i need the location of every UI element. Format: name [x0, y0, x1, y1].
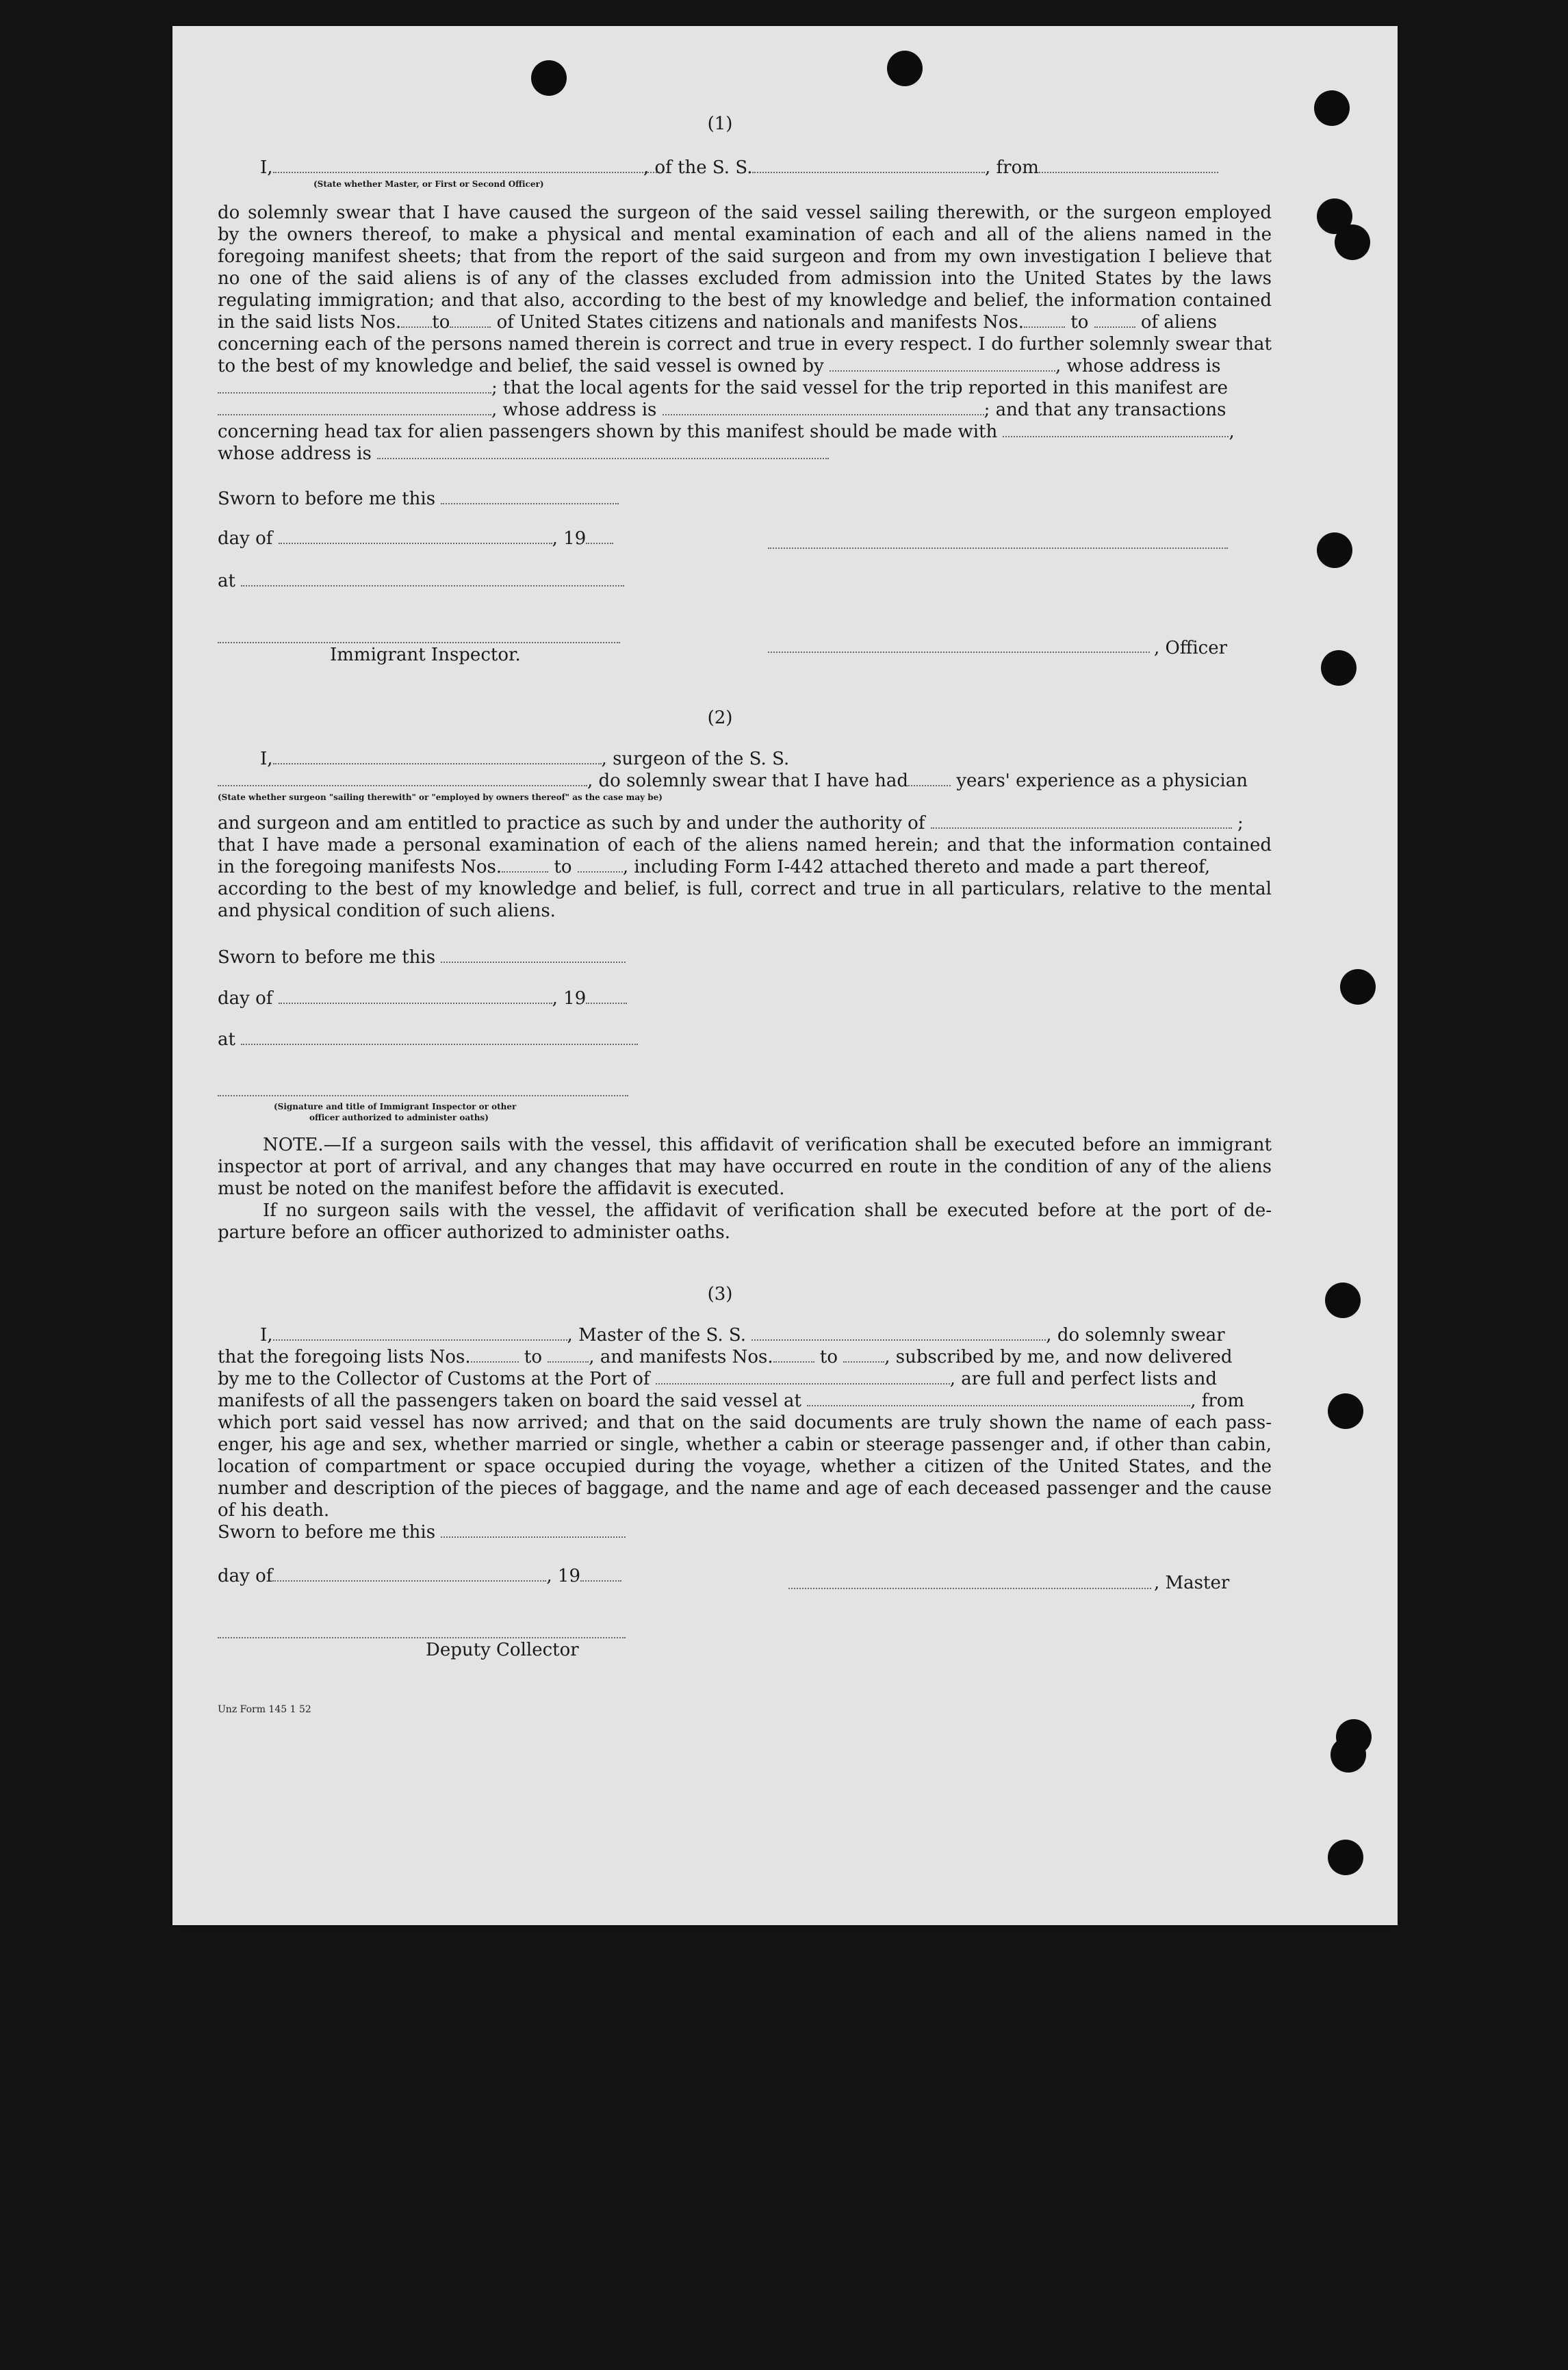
s3-sworn: Sworn to before me this [218, 1522, 626, 1543]
s2-sig-note: (Signature and title of Immigrant Inspector or other [274, 1102, 517, 1111]
punch-hole [1328, 1840, 1363, 1875]
s1-line: concerning each of the persons named therein is correct and true in every respect. I do further solemnly swear that [218, 334, 1272, 355]
s3-master: , Master [1154, 1573, 1230, 1593]
punch-hole [1325, 1283, 1361, 1318]
form-sheet [172, 26, 1398, 1925]
s3-master-line [788, 1588, 1151, 1589]
punch-hole [531, 60, 567, 96]
punch-hole [1321, 650, 1357, 686]
s3-deputy: Deputy Collector [426, 1640, 579, 1660]
s3-day-of: day of , 19 [218, 1566, 621, 1586]
s1-at: at [218, 571, 624, 591]
s3-i-line: I, , Master of the S. S. , do solemnly swear [260, 1325, 1225, 1345]
s3-line: of his death. [218, 1500, 330, 1521]
s1-owned-line: to the best of my knowledge and belief, the said vessel is owned by , whose address is [218, 356, 1221, 376]
punch-hole [1335, 224, 1370, 260]
note-line: NOTE.—If a surgeon sails with the vessel, this affidavit of verification shall be executed before an immigrant [263, 1135, 1272, 1155]
s1-line: regulating immigration; and that also, according to the best of my knowledge and belief, the information contained [218, 290, 1272, 311]
s2-at: at [218, 1029, 638, 1050]
s1-line: no one of the said aliens is of any of the classes excluded from admission into the United States by the laws [218, 268, 1272, 289]
note-line: If no surgeon sails with the vessel, the affidavit of verification shall be executed before at the port of de- [263, 1200, 1272, 1221]
s2-i: I, , surgeon of the S. S. [260, 749, 790, 769]
s1-line: by the owners thereof, to make a physical and mental examination of each and all of the aliens named in the [218, 224, 1272, 245]
s1-sworn: Sworn to before me this [218, 489, 619, 509]
note-line: must be noted on the manifest before the affidavit is executed. [218, 1178, 785, 1199]
punch-hole [1331, 1737, 1366, 1773]
s3-port-line: by me to the Collector of Customs at the Port of , are full and perfect lists and [218, 1369, 1217, 1389]
punch-hole [887, 51, 923, 86]
s2-authority-line: and surgeon and am entitled to practice as such by and under the authority of ; [218, 813, 1244, 834]
s2-line: that I have made a personal examination of each of the aliens named herein; and that the information contained [218, 835, 1272, 855]
s2-state-note: (State whether surgeon "sailing therewith" or "employed by owners thereof" as the case may be) [218, 793, 663, 802]
s1-from: , from [985, 157, 1218, 178]
s1-agents-line: ; that the local agents for the said vessel for the trip reported in this manifest are [218, 378, 1228, 398]
s1-officer: , Officer [1154, 638, 1228, 658]
s3-line: which port said vessel has now arrived; and that on the said documents are truly shown the name of each pass- [218, 1413, 1272, 1433]
s2-day-of: day of , 19 [218, 988, 627, 1009]
s2-line: according to the best of my knowledge and belief, is full, correct and true in all particulars, relative to the mental [218, 879, 1272, 899]
form-number: Unz Form 145 1 52 [218, 1704, 311, 1715]
s2-manifests-line: in the foregoing manifests Nos. to , including Form I-442 attached thereto and made a part thereof, [218, 857, 1211, 877]
punch-hole [1317, 532, 1352, 568]
s3-lists-line: that the foregoing lists Nos. to , and manifests Nos. to , subscribed by me, and now delivered [218, 1347, 1233, 1367]
s1-headtax-line: concerning head tax for alien passengers shown by this manifest should be made with , [218, 422, 1235, 442]
s1-officer-line [768, 652, 1150, 653]
s1-lists-line: in the said lists Nos. to of United States citizens and nationals and manifests Nos. to of aliens [218, 312, 1218, 333]
section-2-heading: (2) [707, 708, 733, 728]
s3-line: location of compartment or space occupied during the voyage, whether a citizen of the United States, and the [218, 1456, 1272, 1477]
s2-swear-line: , do solemnly swear that I have had years' experience as a physician [218, 771, 1248, 791]
punch-hole [1340, 969, 1376, 1005]
s1-inspector: Immigrant Inspector. [330, 645, 521, 665]
punch-hole [1314, 90, 1350, 126]
section-1-heading: (1) [707, 114, 733, 134]
s1-day-of: day of , 19 [218, 528, 613, 549]
s1-of-ss: , of the S. S. [643, 157, 985, 178]
s2-line: and physical condition of such aliens. [218, 901, 556, 921]
s2-sig-note: officer authorized to administer oaths) [309, 1113, 489, 1122]
s3-vessel-line: manifests of all the passengers taken on board the said vessel at , from [218, 1391, 1245, 1411]
s2-sworn: Sworn to before me this [218, 947, 626, 968]
s1-state-note: (State whether Master, or First or Second Officer) [313, 179, 544, 189]
s1-inspector-line [218, 642, 620, 643]
s1-i: I, [260, 157, 660, 178]
note-line: inspector at port of arrival, and any changes that may have occurred en route in the condition of any of the aliens [218, 1157, 1272, 1177]
s1-line: foregoing manifest sheets; that from the report of the said surgeon and from my own investigation I believe that [218, 246, 1272, 267]
s1-line: do solemnly swear that I have caused the surgeon of the said vessel sailing therewith, or the surgeon employed [218, 203, 1272, 223]
note-line: parture before an officer authorized to administer oaths. [218, 1222, 731, 1243]
section-3-heading: (3) [707, 1284, 733, 1304]
s3-line: enger, his age and sex, whether married or single, whether a cabin or steerage passenger and, if other than cabin, [218, 1434, 1272, 1455]
punch-hole [1328, 1393, 1363, 1429]
s1-address2-line: whose address is [218, 443, 829, 464]
s3-deputy-line [218, 1637, 626, 1638]
s2-signature-line [218, 1095, 628, 1096]
s3-line: number and description of the pieces of baggage, and the name and age of each deceased passenger and the cause [218, 1478, 1272, 1499]
s1-signature-line [768, 548, 1228, 549]
s1-address-line: , whose address is ; and that any transactions [218, 400, 1226, 420]
